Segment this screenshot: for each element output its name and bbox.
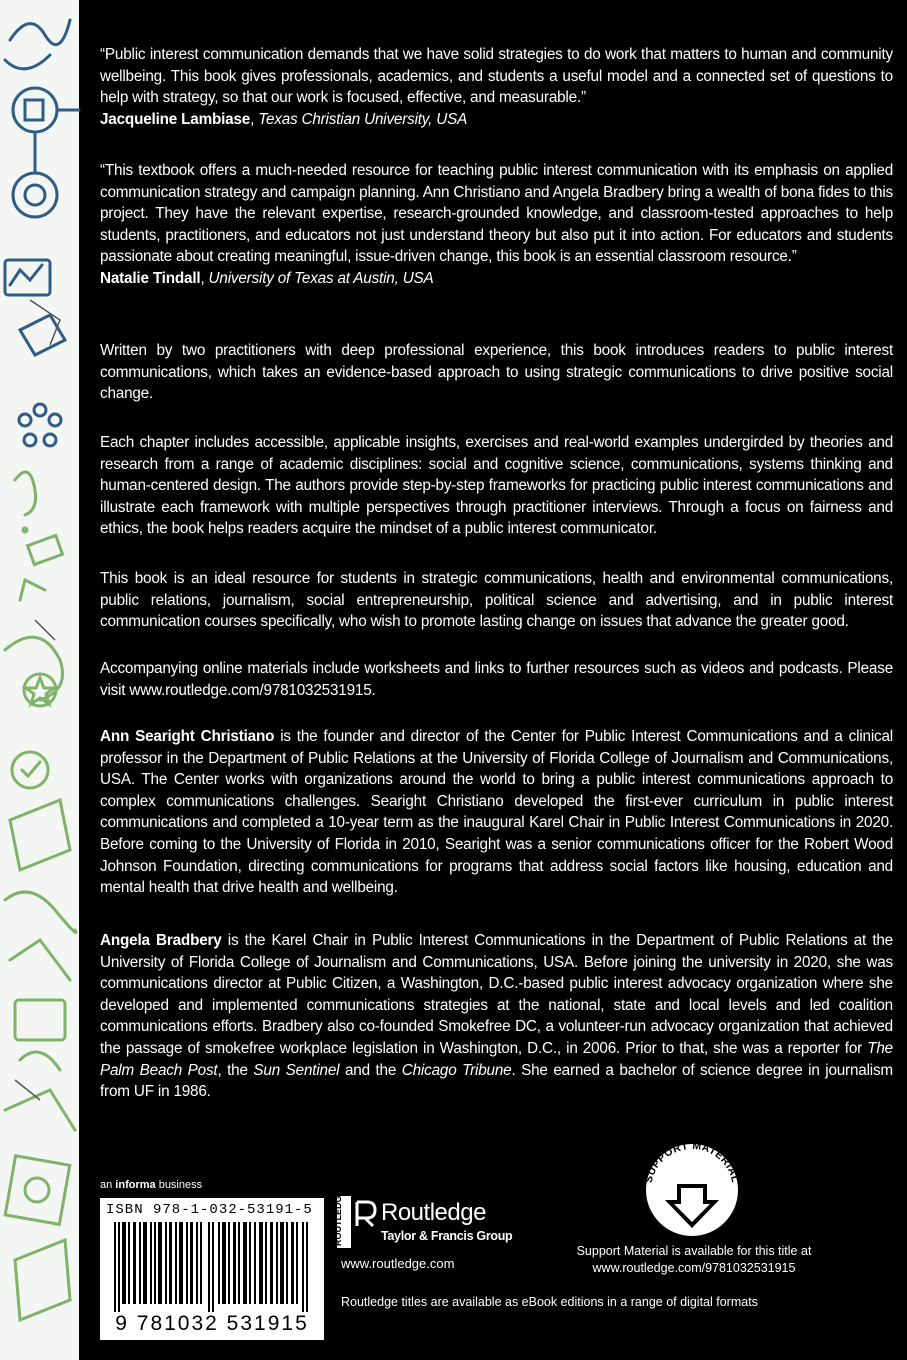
decorative-illustration-strip <box>0 0 79 1360</box>
author-bio-text: is the founder and director of the Center for Public Interest Communications and a clinical professor in the Department of Public Relations at the University of Florida College of Journalism and Communications, USA. The Center works with organizations around the world to bring a public interest communications approach to complex communications challenges. Searight Christiano developed the first-ever curriculum in public interest communications and completed a 10-year term as the inaugural Karel Chair in Public Interest Communications in 2020. Before coming to the University of Florida in 2010, Searight was a senior communications officer for the Robert Wood Johnson Foundation, directing communications for programs that address social factors like housing, education and mental health that drive health and wellbeing. <box>100 728 893 897</box>
quote-text: “This textbook offers a much-needed resource for teaching public interest communication with its emphasis on applied communication strategy and campaign planning. Ann Christiano and Angela Bradbery bring a wealth of bona fides to this project. They have the relevant expertise, research-grounded knowledge, and classroom-tested approaches to help students, practitioners, and educators not just understand theory but also put it into action. For educators and students passionate about creating meaningful, issue-driven change, this book is an essential classroom resource.” <box>100 162 893 266</box>
separator-text: , the <box>217 1061 254 1079</box>
author-bio-text: . She earned a bachelor of science degree in journalism from UF in 1986. <box>100 1061 893 1101</box>
author-bio-text: is the Karel Chair in Public Interest Communications in the Department of Public Relations at the University of Florida College of Journalism and Communications, USA. Before joining the university in 2020, she was communications director at Public Citizen, a Washington, D.C.-based public interest advocacy organization where she developed and implemented communications strategies at the national, state and local levels and led coalition communications efforts. Bradbery also co-founded Smokefree DC, a volunteer-run advocacy organization that achieved the passage of smokefree workplace legislation in Washington, D.C., in 2006. Prior to that, she was a reporter for <box>100 932 893 1057</box>
author-name: Angela Bradbery <box>100 932 222 949</box>
ebook-note: Routledge titles are available as eBook editions in a range of digital formats <box>341 1295 758 1309</box>
publication-name: Chicago Tribune <box>401 1061 512 1079</box>
endorsement-quote-1 <box>100 44 893 130</box>
description-paragraph-2: Each chapter includes accessible, applicable insights, exercises and real-world examples undergirded by theories and research from a range of academic disciplines: social and cognitive science, communications, systems thinking and human-centered design. The authors provide step-by-step frameworks for practicing public interest communications and illustrate each framework with multiple perspectives through practitioner interviews. Through a focus on fairness and ethics, the book helps readers acquire the mindset of a public interest communicator. <box>100 434 893 538</box>
quote-author-affiliation: University of Texas at Austin, USA <box>208 269 434 287</box>
description-paragraph-3: This book is an ideal resource for students in strategic communications, health and environmental communications, public relations, journalism, social entrepreneurship, political science and advertising, and in public interest communication courses specifically, who wish to promote lasting change on issues that advance the greater good. <box>100 570 893 631</box>
quote-attribution: Jacqueline Lambiase, Texas Christian University, USA <box>100 110 468 128</box>
publisher-group: Taylor & Francis Group <box>381 1229 513 1243</box>
quote-text: “Public interest communication demands that we have solid strategies to do work that matters to human and community wellbeing. This book gives professionals, academics, and students a useful model and a connected set of questions to help with strategy, so that our work is focused, effective, and measurable.” <box>100 46 893 107</box>
support-line-1: Support Material is available for this title at <box>576 1244 812 1258</box>
author-name: Ann Searight Christiano <box>100 728 275 745</box>
quote-author-name: Jacqueline Lambiase <box>100 110 251 128</box>
author-bio-bradbery <box>100 930 893 1103</box>
isbn-label: ISBN 978-1-032-53191-5 <box>106 1202 313 1218</box>
description-paragraph-1: Written by two practitioners with deep professional experience, this book introduces readers to public interest communications, which takes an evidence-based approach to using strategic communications to drive positive social change. <box>100 342 893 403</box>
barcode-number: 9 781032 531915 <box>115 1312 309 1335</box>
publication-name: The Palm Beach Post <box>100 1039 893 1079</box>
informa-suffix: business <box>155 1179 203 1191</box>
separator-text: and the <box>339 1061 402 1079</box>
author-bio-christiano <box>100 726 893 899</box>
back-cover-content <box>79 0 907 1360</box>
informa-business-label <box>100 1179 202 1191</box>
publisher-name: Routledge <box>381 1199 486 1226</box>
quote-author-name: Natalie Tindall <box>100 269 201 287</box>
support-material-badge-icon <box>637 1140 747 1238</box>
informa-prefix: an <box>100 1179 116 1191</box>
publisher-vertical-text: ROUTLEDGE <box>333 1189 343 1246</box>
publication-name: Sun Sentinel <box>253 1061 340 1079</box>
doodle-illustration <box>0 0 79 1360</box>
support-badge-label: SUPPORT MATERIAL <box>642 1140 742 1185</box>
informa-brand: informa <box>115 1179 156 1191</box>
routledge-logo-icon <box>333 1189 377 1248</box>
isbn-barcode-block <box>100 1198 324 1340</box>
barcode-icon <box>114 1222 310 1312</box>
quote-author-affiliation: Texas Christian University, USA <box>258 110 468 128</box>
description-paragraph-4: Accompanying online materials include worksheets and links to further resources such as videos and podcasts. Please visit www.routledge.com/9781032531915. <box>100 660 893 699</box>
publisher-url: www.routledge.com <box>341 1256 455 1271</box>
support-line-2: www.routledge.com/9781032531915 <box>592 1261 796 1275</box>
support-material-note <box>559 1243 829 1277</box>
quote-attribution: Natalie Tindall, University of Texas at Austin, USA <box>100 269 434 287</box>
endorsement-quote-2 <box>100 160 893 290</box>
